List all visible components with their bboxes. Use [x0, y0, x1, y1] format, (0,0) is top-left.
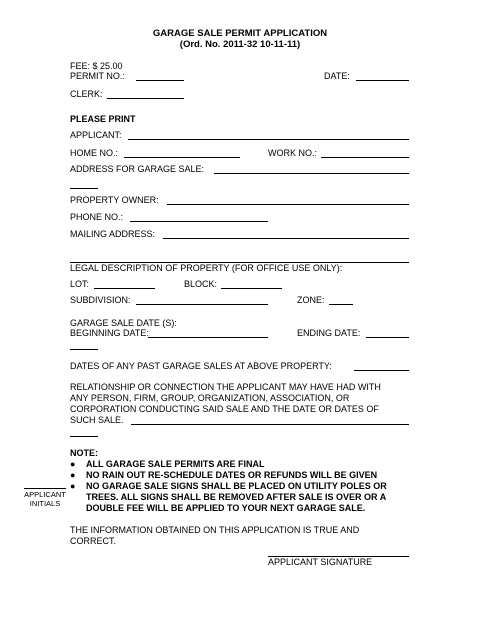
work-no-field[interactable]: [321, 157, 409, 158]
date-label: DATE:: [324, 71, 350, 81]
beginning-date-field-continued[interactable]: [70, 349, 98, 350]
zone-field[interactable]: [329, 304, 353, 305]
certification-text-line2: CORRECT.: [70, 536, 117, 546]
applicant-field[interactable]: [128, 139, 409, 140]
block-label: BLOCK:: [184, 279, 218, 289]
home-no-label: HOME NO.:: [70, 148, 119, 158]
beginning-date-label: BEGINNING DATE:: [70, 328, 149, 338]
address-field-continued[interactable]: [70, 188, 98, 189]
relationship-field-continued[interactable]: [70, 436, 98, 437]
date-field[interactable]: [356, 80, 409, 81]
note-item: ● NO GARAGE SALE SIGNS SHALL BE PLACED ON UTILITY POLES OR TREES. ALL SIGNS SHALL BE REMOVED AFTER SALE IS OVER OR A DOUBLE FEE WILL BE APPLIED TO YOUR NEXT GARAGE SALE.: [70, 481, 387, 513]
mailing-address-label: MAILING ADDRESS:: [70, 229, 156, 239]
mailing-address-field[interactable]: [163, 238, 409, 239]
address-label: ADDRESS FOR GARAGE SALE:: [70, 164, 205, 174]
relationship-text-line2: ANY PERSON, FIRM, GROUP, ORGANIZATION, ASSOCIATION, OR: [70, 393, 350, 403]
relationship-text-line3: CORPORATION CONDUCTING SAID SALE AND THE DATE OR DATES OF: [70, 404, 379, 414]
sale-dates-heading: GARAGE SALE DATE (S):: [70, 318, 177, 328]
past-sales-label: DATES OF ANY PAST GARAGE SALES AT ABOVE PROPERTY:: [70, 361, 332, 371]
ordinance-number: (Ord. No. 2011-32 10-11-11): [179, 39, 301, 50]
home-no-field[interactable]: [124, 157, 240, 158]
block-field[interactable]: [221, 288, 282, 289]
bullet-icon: ●: [70, 459, 76, 469]
certification-text-line1: THE INFORMATION OBTAINED ON THIS APPLICATION IS TRUE AND: [70, 525, 360, 535]
applicant-signature-label: APPLICANT SIGNATURE: [268, 557, 373, 567]
property-owner-field[interactable]: [167, 204, 409, 205]
ending-date-field[interactable]: [366, 337, 409, 338]
note-list: [70, 459, 415, 514]
fee-label: FEE: $ 25.00: [70, 61, 123, 71]
work-no-label: WORK NO.:: [268, 148, 317, 158]
relationship-text-line1: RELATIONSHIP OR CONNECTION THE APPLICANT MAY HAVE HAD WITH: [70, 382, 381, 392]
permit-no-label: PERMIT NO.:: [70, 71, 125, 81]
phone-no-field[interactable]: [130, 221, 268, 222]
legal-description-heading: LEGAL DESCRIPTION OF PROPERTY (FOR OFFICE USE ONLY):: [70, 263, 343, 273]
note-item: ● ALL GARAGE SALE PERMITS ARE FINAL: [70, 459, 265, 469]
permit-no-field[interactable]: [136, 80, 184, 81]
relationship-text-line4: SUCH SALE.: [70, 415, 124, 425]
note-item: ● NO RAIN OUT RE-SCHEDULE DATES OR REFUNDS WILL BE GIVEN: [70, 470, 378, 480]
bullet-icon: ●: [70, 470, 76, 480]
applicant-initials-label: APPLICANT INITIALS: [24, 490, 66, 508]
lot-label: LOT:: [70, 279, 90, 289]
clerk-label: CLERK:: [70, 89, 103, 99]
relationship-field[interactable]: [131, 424, 409, 425]
phone-no-label: PHONE NO.:: [70, 212, 124, 222]
zone-label: ZONE:: [297, 295, 325, 305]
clerk-field[interactable]: [107, 98, 184, 99]
bullet-icon: ●: [70, 481, 76, 491]
property-owner-label: PROPERTY OWNER:: [70, 195, 159, 205]
ending-date-label: ENDING DATE:: [297, 328, 361, 338]
beginning-date-field[interactable]: [148, 337, 268, 338]
subdivision-label: SUBDIVISION:: [70, 295, 131, 305]
subdivision-field[interactable]: [136, 304, 268, 305]
please-print-heading: PLEASE PRINT: [70, 114, 136, 124]
address-field[interactable]: [214, 173, 409, 174]
note-heading: NOTE:: [70, 448, 98, 458]
form-title: GARAGE SALE PERMIT APPLICATION: [152, 28, 328, 39]
initials-field[interactable]: [24, 488, 66, 489]
lot-field[interactable]: [94, 288, 155, 289]
past-sales-field[interactable]: [354, 370, 409, 371]
applicant-label: APPLICANT:: [70, 130, 122, 140]
